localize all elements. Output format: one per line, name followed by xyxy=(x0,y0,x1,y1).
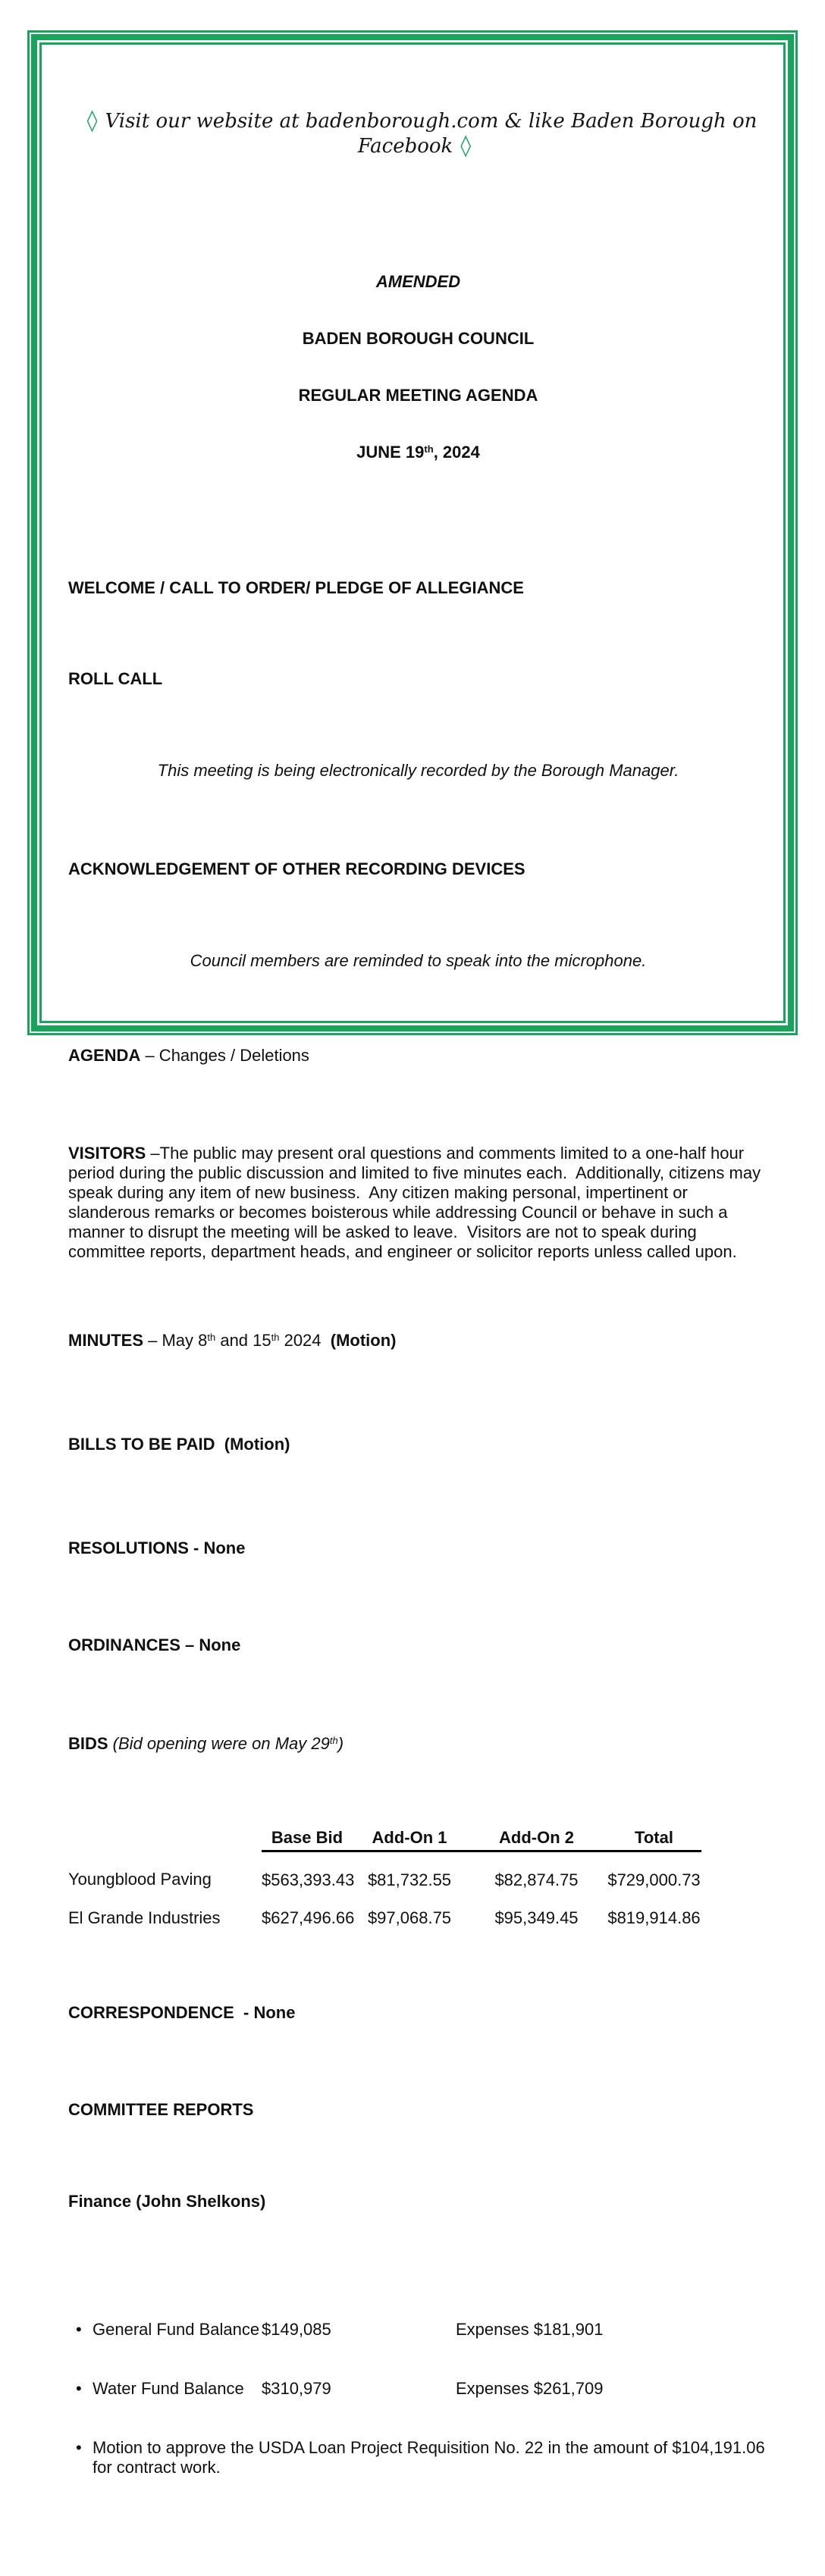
table-row xyxy=(68,1890,701,1928)
addon2-value: $95,349.45 xyxy=(494,1908,579,1927)
section-agenda xyxy=(68,1046,768,1066)
section-acknowledgement: ACKNOWLEDGEMENT OF OTHER RECORDING DEVICES xyxy=(68,859,525,878)
list-item xyxy=(68,2320,768,2340)
minutes-text: 2024 xyxy=(279,1331,331,1350)
title-block xyxy=(68,234,768,499)
microphone-notice: Council members are reminded to speak into the microphone. xyxy=(190,951,647,970)
minutes-label: MINUTES xyxy=(68,1331,143,1350)
visitors-paragraph xyxy=(68,1144,768,1262)
bids-note: (Bid opening were on May 29 xyxy=(108,1734,330,1753)
bids-header-addon2: Add-On 2 xyxy=(466,1828,607,1851)
title-date xyxy=(68,443,768,462)
bidder-name: Youngblood Paving xyxy=(68,1870,212,1889)
minutes-motion: (Motion) xyxy=(330,1331,397,1350)
base-bid-value: $627,496.66 xyxy=(262,1908,355,1927)
recording-notice: This meeting is being electronically recorded by the Borough Manager. xyxy=(157,761,679,780)
decorative-border-inner xyxy=(39,42,786,2477)
fund-balance: $310,979 xyxy=(262,2379,331,2398)
section-bills xyxy=(68,1435,768,1454)
addon2-value: $82,874.75 xyxy=(494,1870,579,1889)
minutes-text: – May 8 xyxy=(143,1331,208,1350)
list-item xyxy=(68,2438,768,2477)
bids-header-empty xyxy=(68,1828,262,1851)
section-committee-reports: COMMITTEE REPORTS xyxy=(68,2100,254,2119)
motion-text: Motion to approve the USDA Loan Project Requisition No. 22 in the amount of $104,191.06 for contract work. xyxy=(93,2438,770,2477)
section-ordinances: ORDINANCES – None xyxy=(68,1635,241,1654)
section-minutes xyxy=(68,1331,768,1351)
base-bid-value: $563,393.43 xyxy=(262,1870,355,1889)
minutes-superscript: th xyxy=(271,1332,280,1343)
fund-label: Water Fund Balance xyxy=(93,2379,244,2398)
document-content xyxy=(42,45,783,2576)
bids-table xyxy=(68,1828,701,1928)
bills-label: BILLS TO BE PAID xyxy=(68,1435,215,1454)
title-council: BADEN BOROUGH COUNCIL xyxy=(302,329,535,348)
list-item xyxy=(68,2379,768,2399)
section-roll-call: ROLL CALL xyxy=(68,669,163,688)
date-suffix: , 2024 xyxy=(433,443,480,462)
website-banner xyxy=(68,108,768,158)
date-prefix: JUNE 19 xyxy=(356,443,425,462)
title-amended: AMENDED xyxy=(375,272,461,291)
bids-header-total: Total xyxy=(607,1828,701,1851)
bullet-icon: • xyxy=(76,2438,82,2457)
bidder-name: El Grande Industries xyxy=(68,1908,221,1927)
total-value: $819,914.86 xyxy=(607,1908,701,1927)
finance-heading: Finance (John Shelkons) xyxy=(68,2192,266,2211)
minutes-superscript: th xyxy=(207,1332,216,1343)
finance-bullet-list xyxy=(68,2280,768,2517)
agenda-label: AGENDA xyxy=(68,1046,141,1065)
fund-balance: $149,085 xyxy=(262,2320,331,2339)
total-value: $729,000.73 xyxy=(607,1870,701,1889)
fund-label: General Fund Balance xyxy=(93,2320,260,2339)
bullet-icon: • xyxy=(76,2379,82,2398)
section-welcome: WELCOME / CALL TO ORDER/ PLEDGE OF ALLEGIANCE xyxy=(68,578,524,597)
finance-line xyxy=(93,2320,768,2340)
table-row xyxy=(68,1851,701,1891)
section-resolutions: RESOLUTIONS - None xyxy=(68,1538,246,1557)
section-bids xyxy=(68,1734,768,1754)
bids-note-superscript: th xyxy=(329,1735,338,1746)
decorative-border-middle xyxy=(31,34,794,2477)
agenda-document xyxy=(27,30,798,2477)
title-agenda: REGULAR MEETING AGENDA xyxy=(298,386,538,405)
minutes-text: and 15 xyxy=(215,1331,271,1350)
addon1-value: $97,068.75 xyxy=(367,1908,452,1927)
bids-table-header-row xyxy=(68,1828,701,1851)
diamond-icon: ◊ xyxy=(460,133,472,158)
visitors-label: VISITORS xyxy=(68,1144,146,1163)
bids-note: ) xyxy=(337,1734,344,1753)
banner-text: Visit our website at badenborough.com & like Baden Borough on Facebook xyxy=(105,110,764,158)
date-superscript: th xyxy=(424,443,434,455)
section-correspondence: CORRESPONDENCE - None xyxy=(68,2003,296,2022)
visitors-text: –The public may present oral questions and comments limited to a one-half hour period during the public discussion and limited to five minutes each. Additionally, citizens may speak during any item of new business. Any citizen making personal, impertinent or slanderous remarks or becomes boisterous while addressing Council or behave in such a manner to disrupt the meeting will be asked to leave. Visitors are not to speak during committee reports, department heads, and engineer or solicitor reports unless called upon. xyxy=(68,1144,766,1261)
bids-label: BIDS xyxy=(68,1734,108,1753)
finance-line xyxy=(93,2379,768,2399)
bids-header-addon1: Add-On 1 xyxy=(353,1828,466,1851)
addon1-value: $81,732.55 xyxy=(367,1870,452,1889)
agenda-rest: – Changes / Deletions xyxy=(140,1046,309,1065)
bills-motion: (Motion) xyxy=(215,1435,290,1454)
decorative-border-outer xyxy=(27,30,798,2477)
bullet-icon: • xyxy=(76,2320,82,2339)
fund-expenses: Expenses $261,709 xyxy=(456,2379,604,2398)
fund-expenses: Expenses $181,901 xyxy=(456,2320,604,2339)
bids-header-base-bid: Base Bid xyxy=(262,1828,353,1851)
diamond-icon: ◊ xyxy=(86,108,98,133)
